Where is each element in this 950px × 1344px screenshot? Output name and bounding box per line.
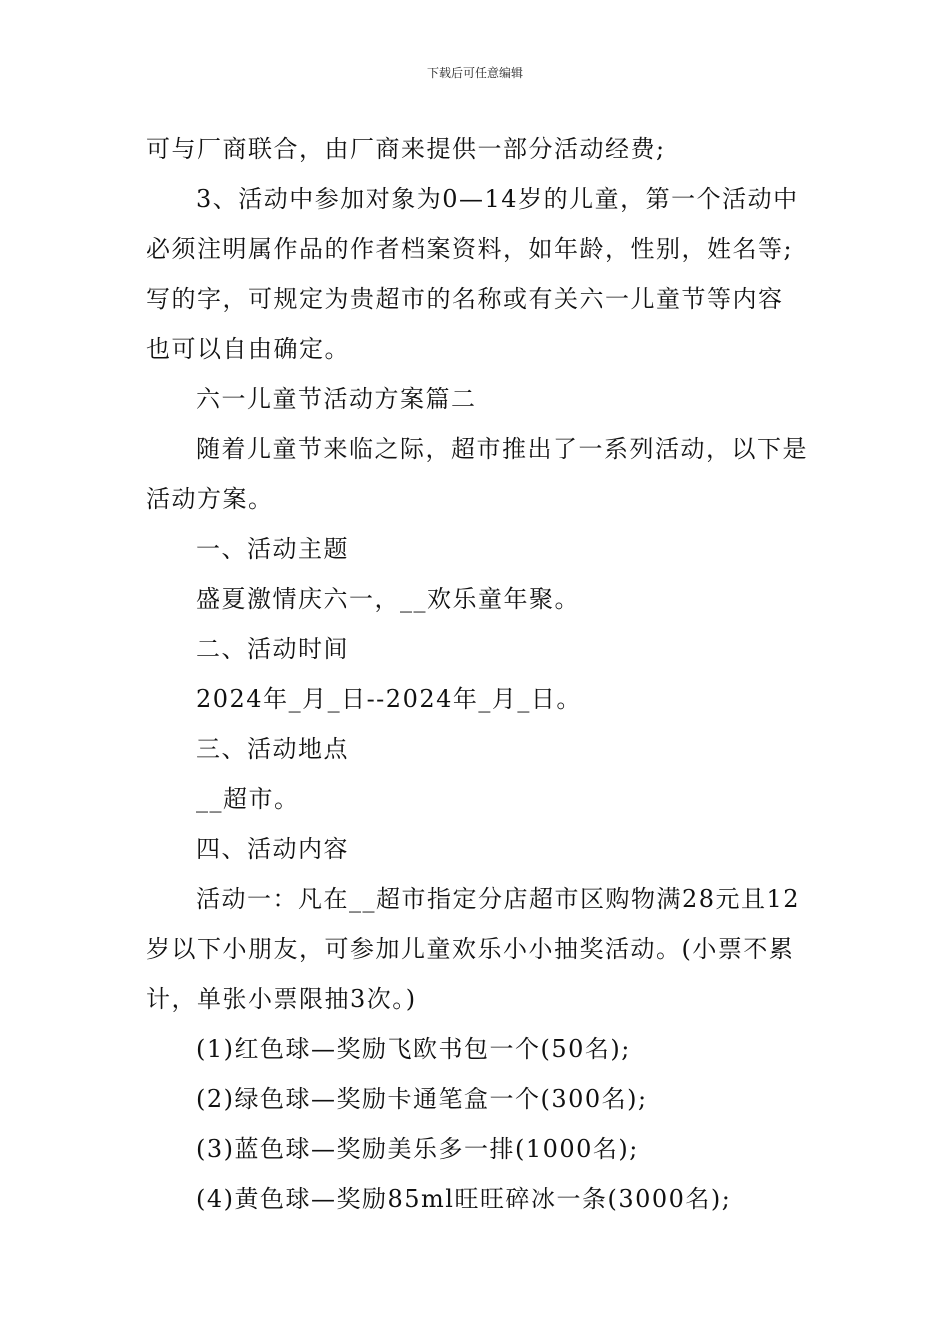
heading-location: 三、活动地点 [196,735,349,763]
section-title-plan-two: 六一儿童节活动方案篇二 [196,385,477,413]
page-header: 下载后可任意编辑 [426,66,523,80]
paragraph-participants: 3、活动中参加对象为0—14岁的儿童，第一个活动中必须注明属作品的作者档案资料，如年龄，性别，姓名等;写的字，可规定为贵超市的名称或有关六一儿童节等内容也可以自由确定。 [146,185,799,363]
prize-item-red: (1)红色球—奖励飞欧书包一个(50名); [196,1035,631,1063]
paragraph-funding: 可与厂商联合，由厂商来提供一部分活动经费; [146,135,666,163]
heading-theme: 一、活动主题 [196,535,349,563]
heading-content: 四、活动内容 [196,835,349,863]
paragraph-location: __超市。 [196,785,300,813]
paragraph-time: 2024年_月_日--2024年_月_日。 [196,685,582,713]
document-body [146,124,808,1224]
paragraph-activity-one: 活动一：凡在__超市指定分店超市区购物满28元且12岁以下小朋友，可参加儿童欢乐小小抽奖活动。(小票不累计，单张小票限抽3次。) [146,885,801,1013]
prize-item-green: (2)绿色球—奖励卡通笔盒一个(300名); [196,1085,648,1113]
heading-time: 二、活动时间 [196,635,349,663]
prize-item-yellow: (4)黄色球—奖励85ml旺旺碎冰一条(3000名); [196,1185,732,1213]
paragraph-intro: 随着儿童节来临之际，超市推出了一系列活动，以下是活动方案。 [146,435,808,513]
prize-item-blue: (3)蓝色球—奖励美乐多一排(1000名); [196,1135,639,1163]
paragraph-theme: 盛夏激情庆六一，__欢乐童年聚。 [196,585,580,613]
